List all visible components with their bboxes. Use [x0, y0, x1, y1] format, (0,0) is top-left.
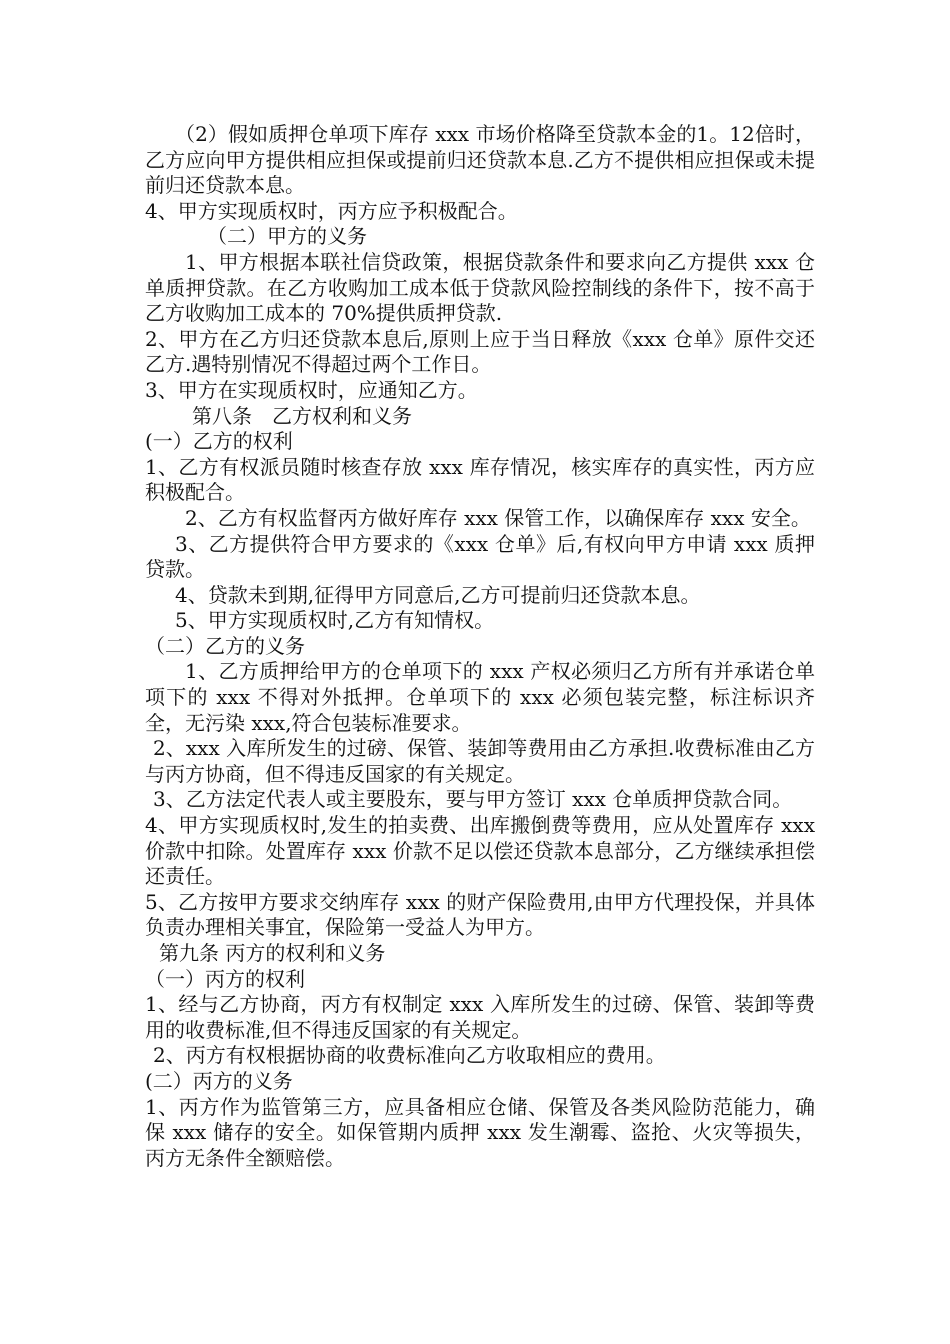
section-heading-party-c-rights: （一）丙方的权利 — [145, 966, 305, 991]
paragraph-party-b-right-4: 4、贷款未到期,征得甲方同意后,乙方可提前归还贷款本息。 — [175, 582, 701, 607]
paragraph-party-a-obligation-1: 1、甲方根据本联社信贷政策，根据贷款条件和要求向乙方提供 xxx 仓单质押贷款。在乙方收购加工成本低于贷款风险控制线的条件下，按不高于乙方收购加工成本的 70%提供质押贷款. — [145, 249, 815, 326]
section-heading-party-c-obligations: (二）丙方的义务 — [145, 1068, 293, 1093]
paragraph-party-c-right-2: 2、丙方有权根据协商的收费标准向乙方收取相应的费用。 — [153, 1043, 666, 1068]
paragraph-party-c-obligation-1: 1、丙方作为监管第三方，应具备相应仓储、保管及各类风险防范能力，确保 xxx 储存的安全。如保管期内质押 xxx 发生潮霉、盗抢、火灾等损失，丙方无条件全额赔偿。 — [145, 1094, 815, 1170]
paragraph-party-b-obligation-2: 2、xxx 入库所发生的过磅、保管、装卸等费用由乙方承担.收费标准由乙方与丙方协商，但不得违反国家的有关规定。 — [145, 736, 815, 786]
article-heading-9: 第九条 丙方的权利和义务 — [159, 941, 386, 965]
paragraph-price-drop-clause: （2）假如质押仓单项下库存 xxx 市场价格降至贷款本金的1。12倍时，乙方应向甲方提供相应担保或提前归还贷款本息.乙方不提供相应担保或未提前归还贷款本息。 — [145, 122, 815, 198]
paragraph-party-b-right-3: 3、乙方提供符合甲方要求的《xxx 仓单》后,有权向甲方申请 xxx 质押贷款。 — [145, 531, 815, 582]
paragraph-cooperation-clause: 4、甲方实现质权时，丙方应予积极配合。 — [145, 198, 518, 223]
paragraph-party-b-obligation-1: 1、乙方质押给甲方的仓单项下的 xxx 产权必须归乙方所有并承诺仓单项下的 xxx 不得对外抵押。仓单项下的 xxx 必须包装完整，标注标识齐全，无污染 xxx,符合包装标准要求。 — [145, 659, 815, 735]
section-heading-party-b-obligations: （二）乙方的义务 — [145, 633, 305, 658]
paragraph-party-b-right-5: 5、甲方实现质权时,乙方有知情权。 — [175, 608, 495, 633]
contract-text-body — [145, 122, 815, 1171]
paragraph-party-c-right-1: 1、经与乙方协商，丙方有权制定 xxx 入库所发生的过磅、保管、装卸等费用的收费标准,但不得违反国家的有关规定。 — [145, 992, 815, 1042]
paragraph-party-b-obligation-3: 3、乙方法定代表人或主要股东，要与甲方签订 xxx 仓单质押贷款合同。 — [153, 787, 793, 812]
paragraph-party-b-obligation-5: 5、乙方按甲方要求交纳库存 xxx 的财产保险费用,由甲方代理投保，并具体负责办理相关事宜，保险第一受益人为甲方。 — [145, 889, 815, 940]
paragraph-party-b-right-2: 2、乙方有权监督丙方做好库存 xxx 保管工作，以确保库存 xxx 安全。 — [185, 505, 811, 530]
paragraph-party-b-obligation-4: 4、甲方实现质权时,发生的拍卖费、出库搬倒费等费用，应从处置库存 xxx 价款中扣除。处置库存 xxx 价款不足以偿还贷款本息部分，乙方继续承担偿还责任。 — [145, 813, 815, 889]
paragraph-party-a-obligation-2: 2、甲方在乙方归还贷款本息后,原则上应于当日释放《xxx 仓单》原件交还乙方.遇特别情况不得超过两个工作日。 — [145, 326, 815, 377]
article-heading-8: 第八条 乙方权利和义务 — [192, 403, 412, 428]
section-heading-party-b-rights: (一）乙方的权利 — [145, 429, 293, 454]
section-heading-party-a-obligations: （二）甲方的义务 — [207, 224, 367, 249]
paragraph-party-b-right-1: 1、乙方有权派员随时核查存放 xxx 库存情况，核实库存的真实性，丙方应积极配合。 — [145, 454, 815, 505]
paragraph-party-a-obligation-3: 3、甲方在实现质权时，应通知乙方。 — [145, 377, 478, 402]
